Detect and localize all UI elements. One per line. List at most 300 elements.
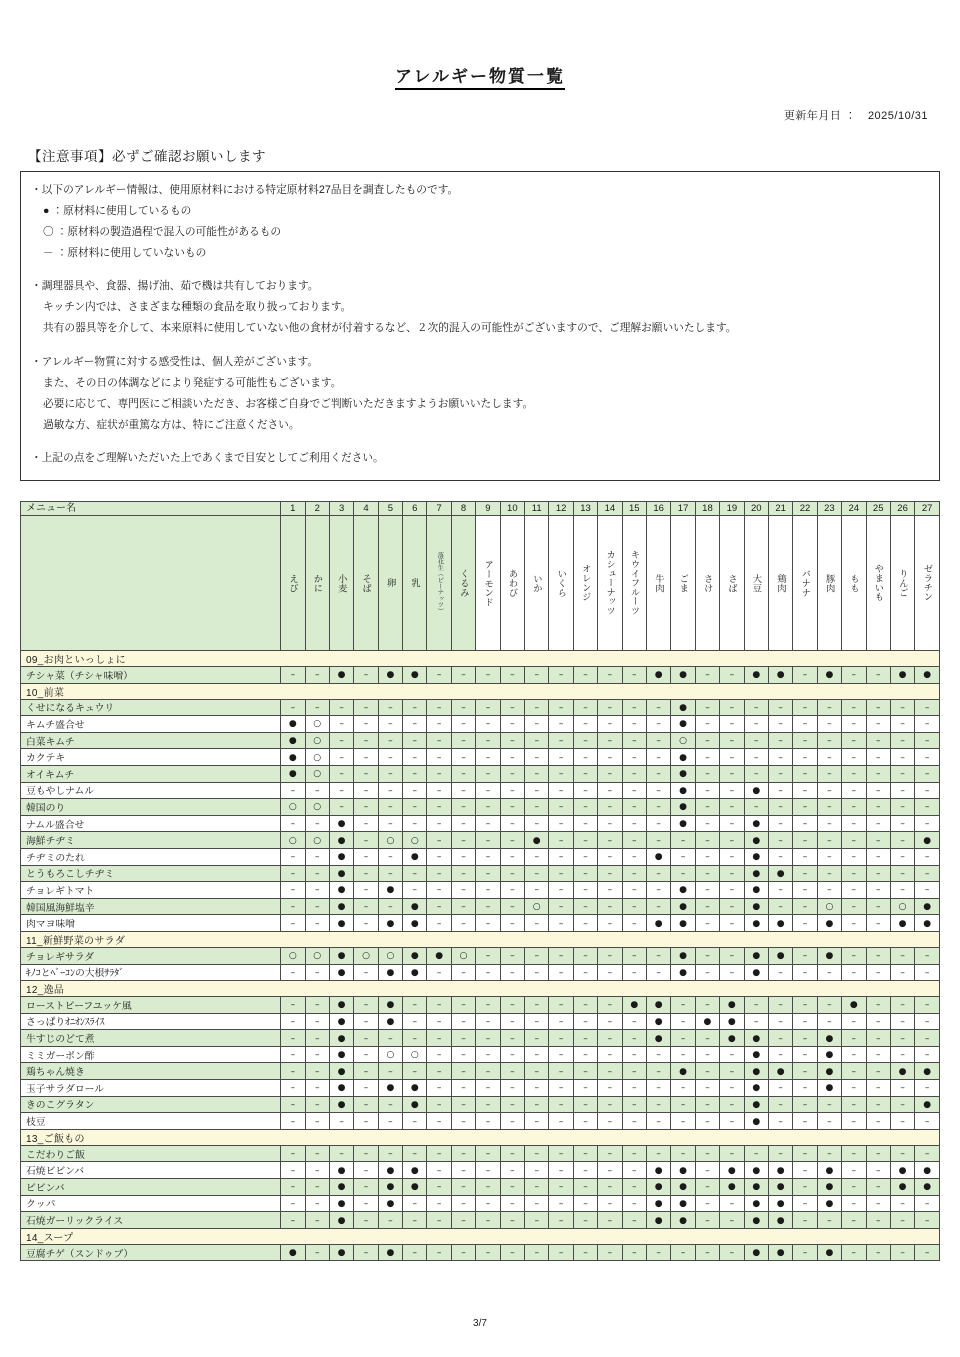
allergen-mark-27-not-used: – [915, 1113, 940, 1130]
menu-name-cell: チョレギトマト [21, 882, 281, 899]
allergen-mark-27-not-used: – [915, 699, 940, 716]
allergen-mark-7-not-used: – [427, 1113, 451, 1130]
allergen-mark-8-not-used: – [451, 1030, 475, 1047]
allergen-label-18: さけ [695, 516, 719, 651]
allergen-mark-10-not-used: – [500, 667, 524, 684]
allergen-mark-26-not-used: – [890, 749, 914, 766]
allergen-mark-17-contains: ● [671, 699, 695, 716]
allergen-mark-19-not-used: – [720, 799, 744, 816]
allergen-mark-24-not-used: – [842, 848, 866, 865]
allergen-mark-9-not-used: – [476, 1080, 500, 1097]
allergen-mark-17-not-used: – [671, 1244, 695, 1261]
allergen-mark-6-not-used: – [403, 1030, 427, 1047]
allergen-mark-27-not-used: – [915, 716, 940, 733]
allergen-mark-3-contains: ● [329, 1080, 353, 1097]
allergen-mark-20-not-used: – [744, 799, 768, 816]
allergen-mark-3-contains: ● [329, 1195, 353, 1212]
allergen-mark-19-not-used: – [720, 964, 744, 981]
allergen-label-5: 卵 [378, 516, 402, 651]
allergen-mark-9-not-used: – [476, 815, 500, 832]
allergen-mark-9-not-used: – [476, 1244, 500, 1261]
allergen-mark-5-contains: ● [378, 882, 402, 899]
allergen-mark-1-not-used: – [281, 997, 305, 1014]
allergen-mark-6-not-used: – [403, 799, 427, 816]
allergen-mark-5-contains: ● [378, 1244, 402, 1261]
allergen-mark-20-not-used: – [744, 1145, 768, 1162]
allergen-mark-6-may-contain: ○ [403, 1046, 427, 1063]
allergen-mark-4-not-used: – [354, 1080, 378, 1097]
allergen-mark-12-not-used: – [549, 882, 573, 899]
allergen-mark-8-not-used: – [451, 997, 475, 1014]
allergen-mark-8-not-used: – [451, 882, 475, 899]
allergen-mark-22-not-used: – [793, 1080, 817, 1097]
allergen-mark-14-not-used: – [598, 716, 622, 733]
allergen-mark-7-not-used: – [427, 997, 451, 1014]
allergen-mark-25-not-used: – [866, 667, 890, 684]
allergen-mark-19-not-used: – [720, 882, 744, 899]
allergen-mark-18-not-used: – [695, 799, 719, 816]
allergen-mark-13-not-used: – [573, 848, 597, 865]
section-label: 12_逸品 [21, 981, 940, 997]
allergen-mark-6-not-used: – [403, 749, 427, 766]
allergen-mark-9-not-used: – [476, 765, 500, 782]
allergen-mark-27-contains: ● [915, 832, 940, 849]
allergen-mark-4-not-used: – [354, 1145, 378, 1162]
allergen-mark-7-not-used: – [427, 882, 451, 899]
allergen-mark-11-not-used: – [525, 799, 549, 816]
allergen-mark-21-not-used: – [768, 832, 792, 849]
allergen-mark-8-not-used: – [451, 1195, 475, 1212]
allergen-mark-2-not-used: – [305, 1195, 329, 1212]
menu-name-cell: 肉マヨ味噌 [21, 915, 281, 932]
allergen-mark-13-not-used: – [573, 765, 597, 782]
menu-name-cell: 石焼ガーリックライス [21, 1212, 281, 1229]
allergen-mark-24-not-used: – [842, 1162, 866, 1179]
allergen-mark-11-not-used: – [525, 1145, 549, 1162]
allergen-mark-8-not-used: – [451, 1145, 475, 1162]
allergen-mark-27-contains: ● [915, 1179, 940, 1196]
allergen-number-27: 27 [915, 502, 940, 516]
allergen-mark-22-not-used: – [793, 1063, 817, 1080]
allergen-mark-3-contains: ● [329, 1096, 353, 1113]
allergen-mark-17-not-used: – [671, 1113, 695, 1130]
allergen-mark-16-contains: ● [646, 915, 670, 932]
allergen-mark-11-not-used: – [525, 848, 549, 865]
allergen-mark-24-not-used: – [842, 832, 866, 849]
allergen-number-2: 2 [305, 502, 329, 516]
allergen-mark-7-not-used: – [427, 749, 451, 766]
allergen-mark-13-not-used: – [573, 799, 597, 816]
allergen-mark-2-not-used: – [305, 1179, 329, 1196]
allergen-mark-10-not-used: – [500, 1179, 524, 1196]
allergen-mark-16-not-used: – [646, 1113, 670, 1130]
allergen-mark-7-not-used: – [427, 732, 451, 749]
allergen-mark-10-not-used: – [500, 799, 524, 816]
allergen-mark-22-not-used: – [793, 815, 817, 832]
allergen-mark-27-contains: ● [915, 915, 940, 932]
allergen-mark-15-not-used: – [622, 765, 646, 782]
allergen-mark-23-not-used: – [817, 964, 841, 981]
notice-line-9: 必要に応じて、専門医にご相談いただき、お客様ご自身でご判断いただきますようお願いいたします。 [43, 397, 534, 410]
table-row [21, 915, 940, 932]
allergen-mark-24-not-used: – [842, 1063, 866, 1080]
allergen-mark-6-contains: ● [403, 915, 427, 932]
table-row [21, 732, 940, 749]
allergen-mark-17-not-used: – [671, 848, 695, 865]
allergen-mark-22-not-used: – [793, 1096, 817, 1113]
allergen-mark-13-not-used: – [573, 997, 597, 1014]
allergen-mark-14-not-used: – [598, 1046, 622, 1063]
allergen-mark-26-not-used: – [890, 1080, 914, 1097]
allergen-mark-22-not-used: – [793, 1195, 817, 1212]
notice-line-10: 過敏な方、症状が重篤な方は、特にご注意ください。 [43, 418, 300, 431]
allergen-mark-6-not-used: – [403, 1145, 427, 1162]
menu-name-cell: 鶏ちゃん焼き [21, 1063, 281, 1080]
allergen-mark-8-not-used: – [451, 832, 475, 849]
section-label: 11_新鮮野菜のサラダ [21, 931, 940, 947]
allergen-mark-5-contains: ● [378, 1179, 402, 1196]
allergen-mark-5-not-used: – [378, 898, 402, 915]
allergen-mark-27-contains: ● [915, 898, 940, 915]
allergen-mark-19-not-used: – [720, 782, 744, 799]
allergen-mark-17-contains: ● [671, 947, 695, 964]
allergen-mark-11-contains: ● [525, 832, 549, 849]
allergen-mark-11-not-used: – [525, 865, 549, 882]
allergen-mark-20-contains: ● [744, 964, 768, 981]
allergen-mark-1-not-used: – [281, 1013, 305, 1030]
allergen-mark-23-contains: ● [817, 1030, 841, 1047]
allergen-mark-3-not-used: – [329, 782, 353, 799]
allergen-mark-23-may-contain: ○ [817, 898, 841, 915]
allergen-mark-1-not-used: – [281, 1212, 305, 1229]
allergen-mark-17-not-used: – [671, 1080, 695, 1097]
allergen-mark-27-contains: ● [915, 1063, 940, 1080]
table-section-header [21, 651, 940, 667]
allergen-mark-13-not-used: – [573, 882, 597, 899]
allergen-mark-10-not-used: – [500, 997, 524, 1014]
allergen-mark-12-not-used: – [549, 1145, 573, 1162]
allergen-mark-27-not-used: – [915, 1195, 940, 1212]
allergen-mark-11-not-used: – [525, 782, 549, 799]
allergen-mark-11-not-used: – [525, 1046, 549, 1063]
allergen-mark-13-not-used: – [573, 947, 597, 964]
allergen-mark-8-not-used: – [451, 1046, 475, 1063]
allergen-mark-19-not-used: – [720, 1195, 744, 1212]
allergen-mark-21-not-used: – [768, 765, 792, 782]
allergen-mark-3-contains: ● [329, 1046, 353, 1063]
allergen-mark-9-not-used: – [476, 699, 500, 716]
allergen-mark-2-not-used: – [305, 1080, 329, 1097]
allergen-mark-27-not-used: – [915, 815, 940, 832]
allergen-mark-15-not-used: – [622, 1244, 646, 1261]
allergen-mark-25-not-used: – [866, 1063, 890, 1080]
allergen-mark-15-not-used: – [622, 749, 646, 766]
allergen-mark-5-not-used: – [378, 865, 402, 882]
page-title-text: アレルギー物質一覧 [395, 67, 565, 90]
allergen-mark-18-not-used: – [695, 667, 719, 684]
allergen-mark-15-not-used: – [622, 799, 646, 816]
allergen-mark-8-not-used: – [451, 964, 475, 981]
allergen-mark-19-not-used: – [720, 1096, 744, 1113]
allergen-mark-10-not-used: – [500, 865, 524, 882]
allergen-mark-19-not-used: – [720, 667, 744, 684]
allergen-mark-27-not-used: – [915, 865, 940, 882]
allergen-mark-3-contains: ● [329, 1212, 353, 1229]
allergen-mark-25-not-used: – [866, 1080, 890, 1097]
allergen-mark-4-not-used: – [354, 749, 378, 766]
allergen-mark-3-not-used: – [329, 765, 353, 782]
allergen-mark-27-contains: ● [915, 1162, 940, 1179]
allergen-mark-3-not-used: – [329, 699, 353, 716]
allergen-number-18: 18 [695, 502, 719, 516]
allergen-mark-23-not-used: – [817, 765, 841, 782]
allergen-mark-8-not-used: – [451, 1162, 475, 1179]
allergen-mark-22-not-used: – [793, 799, 817, 816]
allergen-mark-19-not-used: – [720, 1063, 744, 1080]
table-header-allergen-labels [21, 516, 940, 651]
allergen-mark-13-not-used: – [573, 1244, 597, 1261]
allergen-mark-18-not-used: – [695, 1080, 719, 1097]
allergen-label-19: さば [720, 516, 744, 651]
allergen-mark-8-not-used: – [451, 716, 475, 733]
allergen-mark-5-contains: ● [378, 997, 402, 1014]
notice-heading: 【注意事項】必ずご確認お願いします [28, 149, 266, 164]
allergen-label-23: 豚肉 [817, 516, 841, 651]
allergen-label-12: いくら [549, 516, 573, 651]
allergen-mark-11-not-used: – [525, 1063, 549, 1080]
allergen-mark-11-not-used: – [525, 765, 549, 782]
allergen-mark-21-contains: ● [768, 1162, 792, 1179]
allergen-label-10: あわび [500, 516, 524, 651]
allergen-mark-1-may-contain: ○ [281, 799, 305, 816]
allergen-mark-16-not-used: – [646, 1096, 670, 1113]
section-label: 10_前菜 [21, 683, 940, 699]
allergen-mark-8-not-used: – [451, 898, 475, 915]
notice-line-2: 〇 ：原材料の製造過程で混入の可能性があるもの [43, 225, 282, 238]
allergen-mark-20-contains: ● [744, 1195, 768, 1212]
allergen-mark-9-not-used: – [476, 915, 500, 932]
allergen-mark-14-not-used: – [598, 699, 622, 716]
allergen-mark-16-not-used: – [646, 865, 670, 882]
allergen-mark-19-not-used: – [720, 749, 744, 766]
allergen-mark-19-not-used: – [720, 1145, 744, 1162]
allergen-mark-1-not-used: – [281, 1162, 305, 1179]
menu-name-cell: ミミガーポン酢 [21, 1046, 281, 1063]
allergen-mark-9-not-used: – [476, 832, 500, 849]
allergen-mark-2-not-used: – [305, 1013, 329, 1030]
allergen-mark-22-not-used: – [793, 882, 817, 899]
menu-name-cell: 枝豆 [21, 1113, 281, 1130]
allergen-mark-21-not-used: – [768, 1145, 792, 1162]
allergen-mark-26-not-used: – [890, 1046, 914, 1063]
allergen-mark-5-may-contain: ○ [378, 947, 402, 964]
allergen-mark-16-not-used: – [646, 765, 670, 782]
menu-name-cell: さっぱりｵﾆｵﾝｽﾗｲｽ [21, 1013, 281, 1030]
section-label: 09_お肉といっしょに [21, 651, 940, 667]
allergen-mark-15-not-used: – [622, 1063, 646, 1080]
allergen-mark-23-not-used: – [817, 1013, 841, 1030]
allergen-mark-5-not-used: – [378, 716, 402, 733]
allergen-mark-7-not-used: – [427, 1080, 451, 1097]
allergen-mark-10-not-used: – [500, 1162, 524, 1179]
allergen-mark-1-may-contain: ○ [281, 947, 305, 964]
allergen-mark-10-not-used: – [500, 947, 524, 964]
allergen-mark-8-not-used: – [451, 799, 475, 816]
allergen-mark-21-not-used: – [768, 815, 792, 832]
allergen-mark-26-not-used: – [890, 699, 914, 716]
allergen-mark-27-not-used: – [915, 1145, 940, 1162]
allergen-mark-2-not-used: – [305, 1046, 329, 1063]
table-row [21, 799, 940, 816]
allergen-mark-1-not-used: – [281, 699, 305, 716]
allergen-mark-2-not-used: – [305, 815, 329, 832]
allergen-mark-10-not-used: – [500, 1113, 524, 1130]
allergen-mark-24-not-used: – [842, 1145, 866, 1162]
allergen-mark-13-not-used: – [573, 1063, 597, 1080]
allergen-mark-14-not-used: – [598, 865, 622, 882]
allergen-mark-14-not-used: – [598, 1063, 622, 1080]
allergen-mark-19-not-used: – [720, 815, 744, 832]
allergen-mark-26-not-used: – [890, 882, 914, 899]
allergen-mark-6-contains: ● [403, 1096, 427, 1113]
allergen-mark-24-not-used: – [842, 964, 866, 981]
allergen-mark-3-contains: ● [329, 815, 353, 832]
allergen-mark-15-not-used: – [622, 782, 646, 799]
menu-name-cell: クッパ [21, 1195, 281, 1212]
allergen-number-7: 7 [427, 502, 451, 516]
allergen-mark-27-not-used: – [915, 1030, 940, 1047]
allergen-mark-5-not-used: – [378, 699, 402, 716]
allergen-mark-15-not-used: – [622, 815, 646, 832]
allergen-mark-18-not-used: – [695, 997, 719, 1014]
allergen-mark-19-not-used: – [720, 1212, 744, 1229]
allergen-mark-22-not-used: – [793, 997, 817, 1014]
allergen-mark-10-not-used: – [500, 915, 524, 932]
section-label: 13_ご飯もの [21, 1129, 940, 1145]
allergen-mark-15-not-used: – [622, 915, 646, 932]
allergen-mark-11-not-used: – [525, 947, 549, 964]
allergen-mark-5-not-used: – [378, 1212, 402, 1229]
allergen-mark-20-contains: ● [744, 1179, 768, 1196]
allergen-mark-25-not-used: – [866, 1096, 890, 1113]
allergen-mark-13-not-used: – [573, 1013, 597, 1030]
allergen-mark-4-not-used: – [354, 1063, 378, 1080]
allergen-number-14: 14 [598, 502, 622, 516]
allergen-mark-14-not-used: – [598, 1013, 622, 1030]
allergen-mark-20-not-used: – [744, 765, 768, 782]
table-row [21, 1080, 940, 1097]
allergen-mark-16-not-used: – [646, 749, 670, 766]
allergen-mark-12-not-used: – [549, 997, 573, 1014]
allergen-mark-17-contains: ● [671, 882, 695, 899]
allergen-mark-23-not-used: – [817, 832, 841, 849]
table-row [21, 947, 940, 964]
allergen-mark-12-not-used: – [549, 667, 573, 684]
allergen-mark-7-not-used: – [427, 1162, 451, 1179]
allergen-mark-1-not-used: – [281, 1096, 305, 1113]
menu-name-cell: チョレギサラダ [21, 947, 281, 964]
allergen-mark-24-not-used: – [842, 782, 866, 799]
allergen-mark-26-contains: ● [890, 1063, 914, 1080]
allergen-mark-14-not-used: – [598, 1113, 622, 1130]
table-row [21, 1244, 940, 1261]
allergen-mark-8-not-used: – [451, 732, 475, 749]
allergen-number-4: 4 [354, 502, 378, 516]
allergen-mark-27-not-used: – [915, 947, 940, 964]
allergen-mark-20-contains: ● [744, 667, 768, 684]
notice-spacer-3 [31, 435, 929, 448]
allergen-mark-19-contains: ● [720, 1013, 744, 1030]
menu-name-cell: 玉子サラダロール [21, 1080, 281, 1097]
allergen-mark-25-not-used: – [866, 1145, 890, 1162]
allergen-mark-8-not-used: – [451, 765, 475, 782]
allergen-mark-22-not-used: – [793, 699, 817, 716]
allergen-mark-8-not-used: – [451, 749, 475, 766]
allergen-mark-6-not-used: – [403, 716, 427, 733]
page-title [20, 0, 940, 87]
allergen-mark-8-not-used: – [451, 848, 475, 865]
allergen-mark-6-not-used: – [403, 815, 427, 832]
allergen-mark-16-contains: ● [646, 1030, 670, 1047]
allergen-mark-18-not-used: – [695, 1195, 719, 1212]
allergen-mark-9-not-used: – [476, 1212, 500, 1229]
allergen-mark-21-contains: ● [768, 915, 792, 932]
allergen-mark-3-contains: ● [329, 1162, 353, 1179]
allergen-mark-13-not-used: – [573, 782, 597, 799]
allergen-mark-9-not-used: – [476, 947, 500, 964]
allergen-mark-12-not-used: – [549, 1179, 573, 1196]
allergen-mark-3-contains: ● [329, 1013, 353, 1030]
allergen-mark-18-not-used: – [695, 1046, 719, 1063]
allergen-mark-15-not-used: – [622, 716, 646, 733]
allergen-mark-15-not-used: – [622, 1162, 646, 1179]
allergen-mark-3-contains: ● [329, 947, 353, 964]
allergen-mark-5-may-contain: ○ [378, 832, 402, 849]
allergen-mark-2-may-contain: ○ [305, 749, 329, 766]
allergen-mark-7-not-used: – [427, 815, 451, 832]
allergen-mark-22-not-used: – [793, 782, 817, 799]
allergen-mark-8-not-used: – [451, 782, 475, 799]
allergen-mark-20-not-used: – [744, 732, 768, 749]
allergen-mark-4-not-used: – [354, 865, 378, 882]
allergen-mark-1-may-contain: ○ [281, 832, 305, 849]
allergen-mark-1-not-used: – [281, 848, 305, 865]
allergen-mark-27-not-used: – [915, 1080, 940, 1097]
table-row [21, 815, 940, 832]
allergen-mark-21-not-used: – [768, 716, 792, 733]
allergen-mark-21-not-used: – [768, 782, 792, 799]
allergen-mark-22-not-used: – [793, 848, 817, 865]
allergen-mark-6-contains: ● [403, 848, 427, 865]
allergen-mark-2-may-contain: ○ [305, 947, 329, 964]
allergen-mark-15-not-used: – [622, 699, 646, 716]
allergen-mark-6-not-used: – [403, 1063, 427, 1080]
allergen-mark-5-may-contain: ○ [378, 1046, 402, 1063]
notice-line-0: ・以下のアレルギー情報は、使用原材料における特定原材料27品目を調査したものです。 [31, 184, 459, 196]
allergen-mark-18-not-used: – [695, 1145, 719, 1162]
allergen-mark-1-contains: ● [281, 732, 305, 749]
allergen-mark-26-contains: ● [890, 1179, 914, 1196]
allergen-mark-5-contains: ● [378, 667, 402, 684]
allergen-mark-12-not-used: – [549, 964, 573, 981]
allergen-mark-27-not-used: – [915, 848, 940, 865]
allergen-mark-13-not-used: – [573, 1212, 597, 1229]
allergen-mark-19-contains: ● [720, 997, 744, 1014]
allergen-mark-17-contains: ● [671, 799, 695, 816]
allergen-mark-13-not-used: – [573, 964, 597, 981]
allergen-mark-22-not-used: – [793, 1145, 817, 1162]
allergen-mark-22-not-used: – [793, 765, 817, 782]
